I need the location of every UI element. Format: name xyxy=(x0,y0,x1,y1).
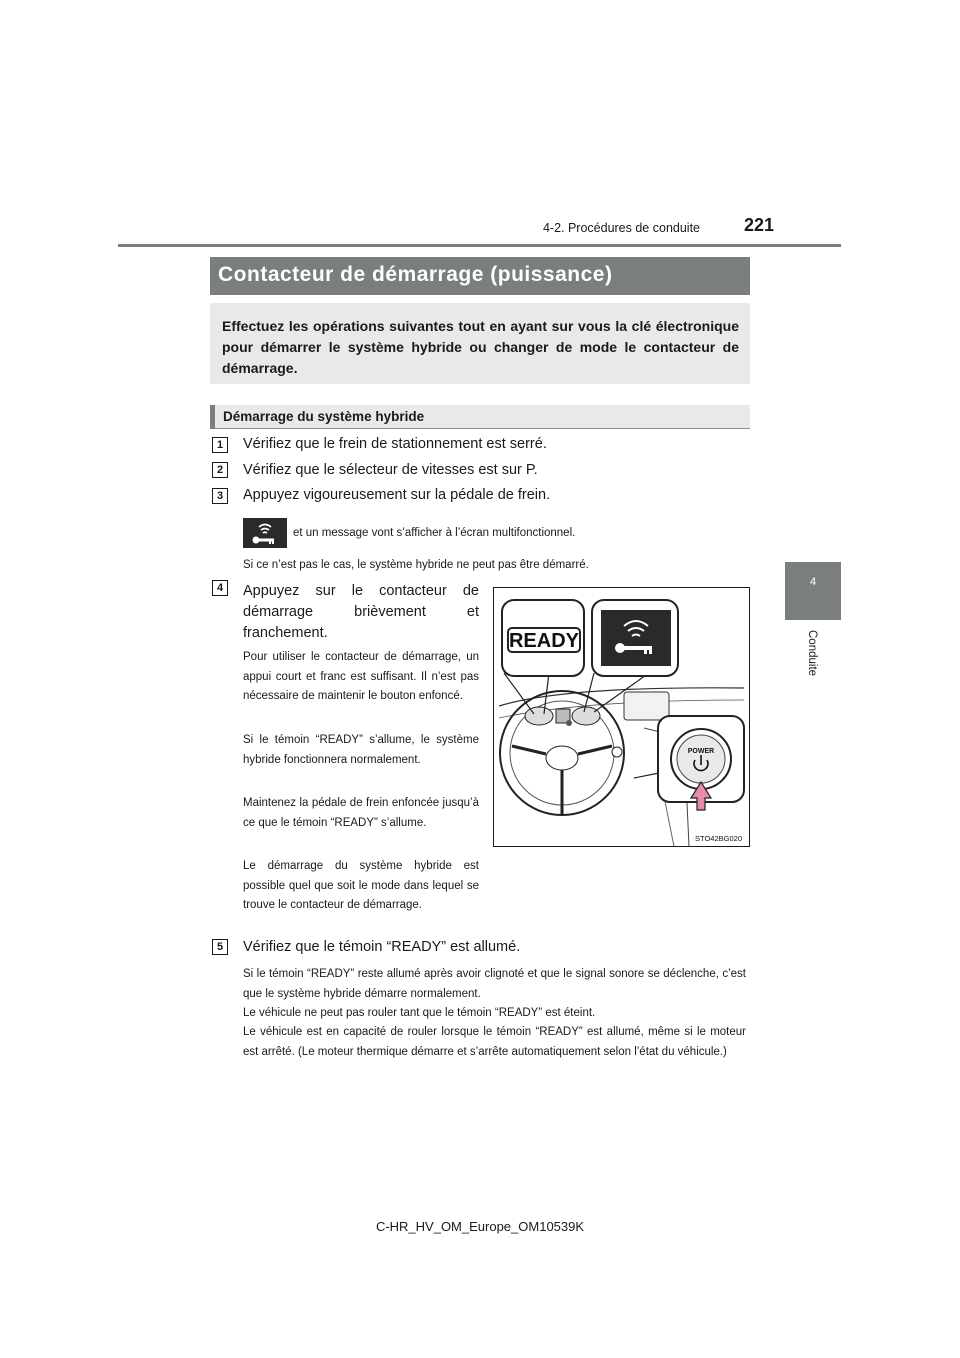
dashboard-illustration xyxy=(493,587,750,847)
subsection-heading xyxy=(210,405,750,429)
step-number: 2 xyxy=(212,462,228,478)
step-note: Le démarrage du système hybride est possible quel que soit le mode dans lequel se trouve le contacteur de démarrage. xyxy=(243,860,479,911)
intro-box: Effectuez les opérations suivantes tout en ayant sur vous la clé électronique pour démarrer le système hybride ou changer de mode le contacteur de démarrage. xyxy=(210,303,750,384)
subsection-bar xyxy=(210,405,215,429)
icon-message-note: et un message vont s’afficher à l’écran multifonctionnel. xyxy=(293,527,576,539)
section-header: 4-2. Procédures de conduite xyxy=(542,221,700,235)
step-text: Vérifiez que le témoin “READY” est allumé. xyxy=(243,939,521,955)
step-text: Vérifiez que le frein de stationnement est serré. xyxy=(243,436,547,452)
chapter-label-text: Conduite xyxy=(806,630,818,677)
step-text: Vérifiez que le sélecteur de vitesses est sur P. xyxy=(243,462,538,478)
step-number: 3 xyxy=(212,488,228,504)
subsection-title: Démarrage du système hybride xyxy=(223,409,425,424)
chapter-label xyxy=(790,630,836,690)
page-title: Contacteur de démarrage (puissance) xyxy=(210,257,750,295)
step-note: Si ce n’est pas le cas, le système hybride ne peut pas être démarré. xyxy=(243,559,589,571)
step-note: Maintenez la pédale de frein enfoncée jusqu’à ce que le témoin “READY” s’allume. xyxy=(243,797,479,829)
step-note: Si le témoin “READY” reste allumé après avoir clignoté et que le signal sonore se déclenche, c’est que le système hybride démarre normalement. xyxy=(243,968,746,1000)
power-button-label: POWER xyxy=(687,748,715,755)
step-text: Appuyez vigoureusement sur la pédale de frein. xyxy=(243,487,551,503)
step-number: 5 xyxy=(212,939,228,955)
page-number: 221 xyxy=(744,215,775,235)
step-note: Si le témoin “READY” s’allume, le système hybride fonctionnera normalement. xyxy=(243,734,479,766)
header-rule xyxy=(118,244,841,247)
step-note: Le véhicule est en capacité de rouler lorsque le témoin “READY” est allumé, même si le moteur est arrêté. (Le moteur thermique démarre et s’arrête automatiquement selon l’état du véhicule.) xyxy=(243,1026,746,1058)
step-text: Appuyez sur le contacteur de démarrage brièvement et franchement. xyxy=(243,583,479,641)
smart-key-icon xyxy=(243,518,287,548)
step-number: 1 xyxy=(212,437,228,453)
step-note: Le véhicule ne peut pas rouler tant que le témoin “READY” est éteint. xyxy=(243,1007,596,1019)
figure-code: STO42BG020 xyxy=(695,834,742,843)
ready-indicator-label: READY xyxy=(508,630,580,652)
chapter-tab: 4 xyxy=(785,562,841,620)
document-code: C-HR_HV_OM_Europe_OM10539K xyxy=(375,1219,585,1234)
step-note: Pour utiliser le contacteur de démarrage, un appui court et franc est suffisant. Il n’est pas nécessaire de maintenir le bouton enfoncé. xyxy=(243,651,479,702)
step-number: 4 xyxy=(212,580,228,596)
